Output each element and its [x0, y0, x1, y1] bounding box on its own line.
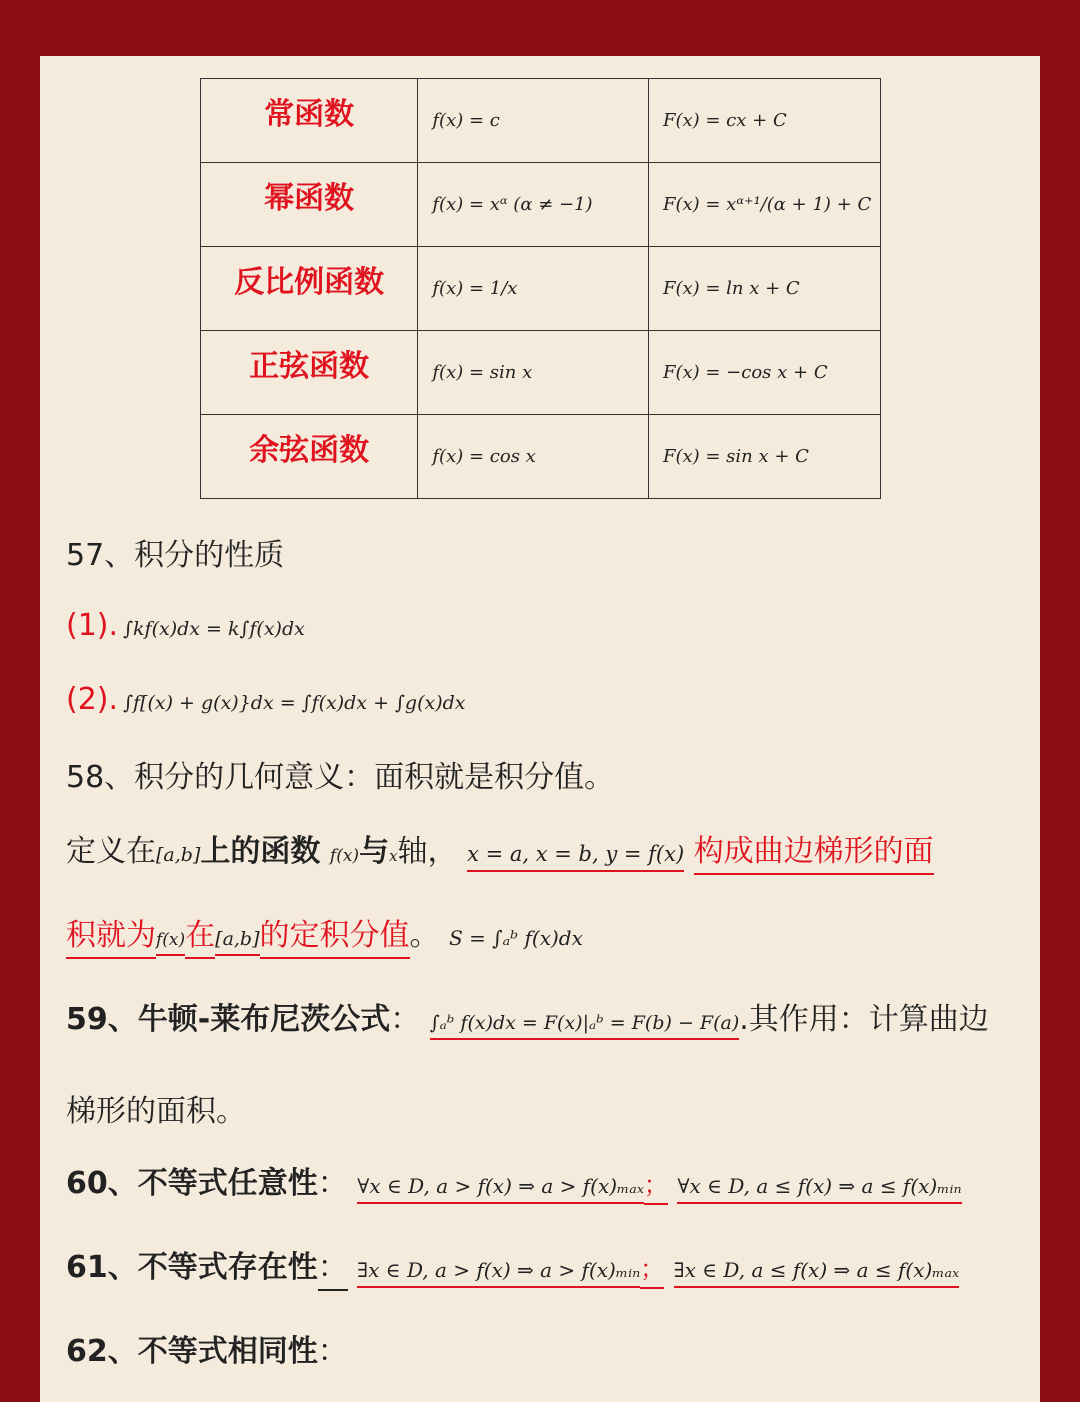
separator: ； — [644, 1171, 668, 1205]
section-59-line-2: 梯形的面积。 — [66, 1094, 246, 1129]
section-61-title: 61、不等式存在性 — [66, 1250, 318, 1285]
interval: [a,b] — [215, 928, 259, 956]
text: 轴， — [397, 834, 458, 869]
separator: ； — [640, 1255, 664, 1289]
interval: [a,b] — [156, 844, 201, 866]
property-2-label: (2). — [66, 682, 119, 717]
section-57-title: 57、积分的性质 — [66, 538, 285, 573]
property-2-formula: ∫f[(x) + g(x)}dx = ∫f(x)dx + ∫g(x)dx — [123, 692, 466, 714]
table-row — [201, 163, 881, 247]
section-58-title: 58、积分的几何意义：面积就是积分值。 — [66, 760, 615, 795]
text: 在 — [185, 918, 215, 959]
antiderivative-formula: F(x) = cx + C — [648, 79, 880, 163]
section-61 — [66, 1242, 959, 1286]
table-row — [201, 415, 881, 499]
existential-formula-2: ∃x ∈ D, a ≤ f(x) ⇒ a ≤ f(x)ₘₐₓ — [674, 1258, 959, 1288]
function-name: 正弦函数 — [201, 331, 418, 415]
table-row — [201, 79, 881, 163]
property-2 — [66, 682, 466, 717]
function-name: 反比例函数 — [201, 247, 418, 331]
section-59-title: 59、牛顿-莱布尼茨公式 — [66, 1002, 391, 1037]
universal-formula-2: ∀x ∈ D, a ≤ f(x) ⇒ a ≤ f(x)ₘᵢₙ — [677, 1174, 961, 1204]
function-name: 余弦函数 — [201, 415, 418, 499]
section-59-line-1 — [66, 994, 989, 1038]
function-symbol: f(x) — [156, 930, 185, 956]
axis-symbol: x — [389, 847, 398, 865]
section-60 — [66, 1158, 962, 1202]
text: ： — [390, 1002, 421, 1037]
antiderivative-formula: F(x) = xᵅ⁺¹/(α + 1) + C — [648, 163, 880, 247]
antiderivative-formula: F(x) = ln x + C — [648, 247, 880, 331]
text: 上的函数 — [200, 834, 321, 869]
universal-formula-1: ∀x ∈ D, a > f(x) ⇒ a > f(x)ₘₐₓ — [357, 1174, 644, 1204]
antiderivative-table — [200, 78, 881, 499]
text: 构成曲边梯形的面 — [694, 834, 934, 875]
table-row — [201, 331, 881, 415]
text: 积就为 — [66, 918, 156, 959]
newton-leibniz-formula: ∫ₐᵇ f(x)dx = F(x)|ₐᵇ = F(b) − F(a) — [430, 1012, 739, 1040]
text: 的定积分值 — [260, 918, 410, 959]
text: 定义在 — [66, 834, 156, 869]
function-formula: f(x) = sin x — [418, 331, 649, 415]
page — [40, 56, 1040, 1402]
section-58-line-2 — [66, 910, 583, 954]
section-62 — [66, 1326, 348, 1370]
function-name: 幂函数 — [201, 163, 418, 247]
section-60-title: 60、不等式任意性 — [66, 1166, 318, 1201]
function-formula: f(x) = cos x — [418, 415, 649, 499]
antiderivative-formula: F(x) = sin x + C — [648, 415, 880, 499]
text: ： — [317, 1166, 348, 1201]
table-row — [201, 247, 881, 331]
text: 。 — [409, 918, 440, 953]
boundary-equations: x = a, x = b, y = f(x) — [467, 842, 684, 872]
existential-formula-1: ∃x ∈ D, a > f(x) ⇒ a > f(x)ₘᵢₙ — [357, 1258, 640, 1288]
text: ： — [317, 1334, 348, 1369]
property-1 — [66, 608, 305, 643]
function-symbol: f(x) — [329, 846, 360, 866]
function-formula: f(x) = xᵅ (α ≠ −1) — [418, 163, 649, 247]
text: .其作用：计算曲边 — [739, 1002, 989, 1037]
function-name: 常函数 — [201, 79, 418, 163]
definite-integral-formula: S = ∫ₐᵇ f(x)dx — [449, 926, 583, 950]
property-1-formula: ∫kf(x)dx = k∫f(x)dx — [123, 618, 305, 640]
property-1-label: (1). — [66, 608, 119, 643]
text: 与 — [359, 834, 390, 869]
text: ： — [318, 1250, 348, 1291]
section-62-title: 62、不等式相同性 — [66, 1334, 318, 1369]
function-formula: f(x) = c — [418, 79, 649, 163]
antiderivative-formula: F(x) = −cos x + C — [648, 331, 880, 415]
section-58-line-1 — [66, 826, 934, 870]
function-formula: f(x) = 1/x — [418, 247, 649, 331]
